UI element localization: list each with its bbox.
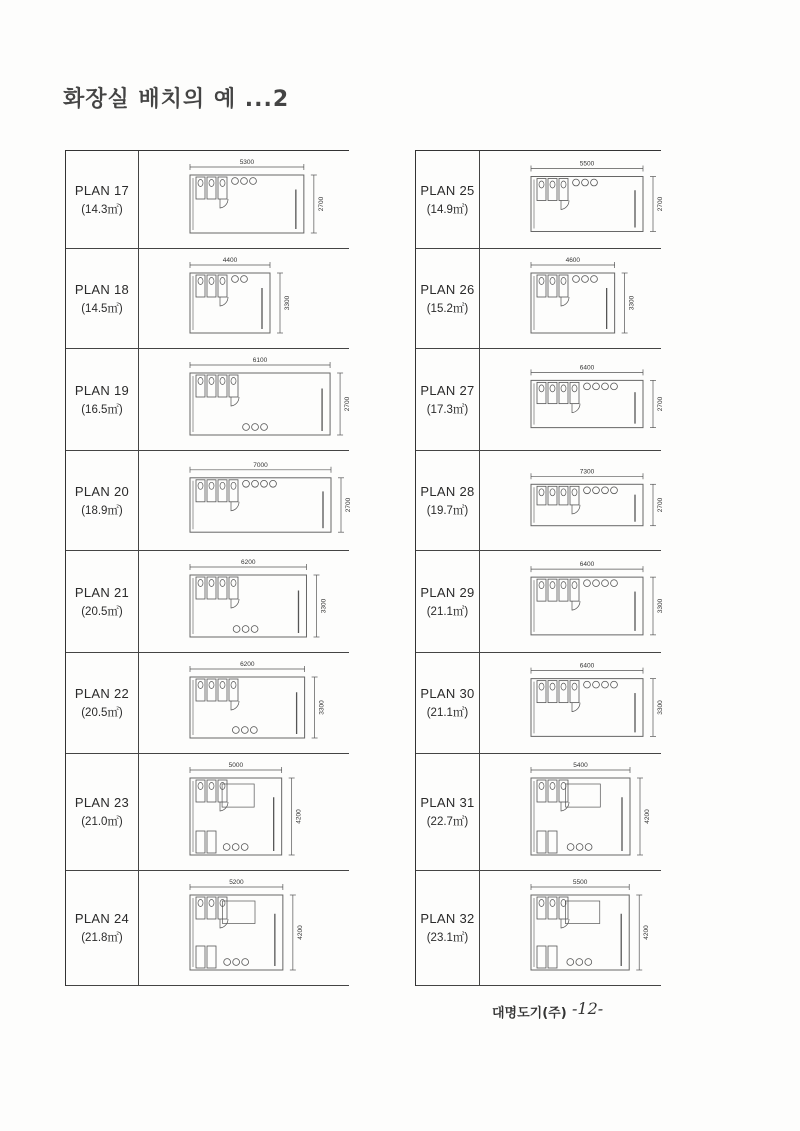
plan-row — [416, 754, 661, 871]
floor-plan-svg — [479, 451, 664, 551]
plan-label-cell — [416, 653, 480, 753]
plan-width-dimension: 7000 — [253, 461, 268, 469]
plan-area: (17.3㎡) — [426, 403, 469, 416]
plan-depth-dimension: 2700 — [344, 396, 352, 412]
footer-page-number: -12- — [572, 999, 604, 1018]
plan-width-dimension: 5300 — [239, 159, 255, 166]
plan-row — [416, 151, 664, 249]
floor-plan-svg — [479, 871, 661, 986]
plan-label-cell — [416, 349, 480, 450]
plan-width-dimension: 6200 — [241, 559, 256, 566]
floor-plan-svg — [479, 249, 661, 349]
plan-label-cell — [416, 151, 480, 248]
plan-name: PLAN 26 — [420, 281, 475, 297]
plan-width-dimension: 6400 — [579, 364, 595, 372]
plan-row — [66, 451, 352, 551]
footer-company: 대명도기(주) — [492, 1006, 567, 1021]
plan-name: PLAN 23 — [74, 795, 130, 810]
plan-floor-drawing — [479, 551, 664, 652]
plan-area: (16.5㎡) — [81, 403, 123, 416]
plan-name: PLAN 20 — [74, 483, 130, 499]
plan-width-dimension: 5500 — [572, 879, 588, 886]
plan-depth-dimension: 3300 — [657, 700, 664, 715]
plan-floor-drawing — [138, 754, 349, 870]
plan-area: (14.5㎡) — [81, 302, 123, 315]
plan-row — [66, 871, 349, 986]
plan-depth-dimension: 2700 — [317, 196, 325, 212]
plan-area: (22.7㎡) — [426, 816, 469, 828]
plan-label-cell — [416, 249, 480, 348]
plan-floor-drawing — [479, 151, 664, 248]
plan-area: (18.9㎡) — [81, 504, 123, 517]
plan-name: PLAN 25 — [420, 182, 475, 198]
plan-width-dimension: 4600 — [565, 257, 581, 264]
plan-floor-drawing — [138, 451, 352, 550]
floor-plan-svg — [138, 551, 349, 653]
plan-label-cell — [66, 349, 139, 450]
plan-floor-drawing — [479, 754, 661, 870]
plan-label-cell — [416, 451, 480, 550]
plan-area: (19.7㎡) — [426, 504, 469, 517]
plan-width-dimension: 6100 — [252, 357, 268, 364]
plan-floor-drawing — [479, 871, 661, 985]
plan-depth-dimension: 4200 — [643, 925, 651, 940]
floor-plan-svg — [138, 653, 349, 754]
plan-depth-dimension: 3300 — [320, 598, 328, 614]
plan-floor-drawing — [138, 249, 349, 348]
plan-table-right — [415, 150, 664, 986]
plan-area: (20.5㎡) — [81, 605, 123, 618]
plan-width-dimension: 4400 — [222, 257, 238, 264]
plan-row — [66, 653, 349, 754]
plan-floor-drawing — [138, 151, 349, 248]
plan-floor-drawing — [479, 451, 664, 550]
plan-row — [66, 754, 349, 871]
floor-plan-svg — [138, 451, 352, 551]
plan-width-dimension: 5500 — [579, 160, 595, 168]
plan-floor-drawing — [138, 871, 349, 985]
plan-area: (21.1㎡) — [426, 605, 469, 618]
plan-floor-drawing — [479, 653, 664, 753]
plan-row — [416, 451, 664, 551]
floor-plan-svg — [138, 871, 349, 986]
plan-row — [416, 871, 661, 986]
plan-area: (20.5㎡) — [81, 707, 123, 719]
plan-depth-dimension: 3300 — [657, 598, 664, 614]
plan-depth-dimension: 3300 — [628, 295, 636, 311]
plan-depth-dimension: 3300 — [318, 700, 326, 715]
plan-area: (21.0㎡) — [81, 816, 123, 828]
plan-row — [416, 551, 664, 653]
plan-table-left — [65, 150, 352, 986]
plan-label-cell — [66, 151, 139, 248]
plan-row — [66, 151, 349, 249]
plan-row — [66, 551, 349, 653]
plan-name: PLAN 27 — [420, 382, 475, 398]
plan-label-cell — [416, 551, 480, 652]
plan-name: PLAN 28 — [420, 483, 475, 499]
plan-name: PLAN 31 — [420, 795, 475, 810]
plan-name: PLAN 22 — [74, 686, 130, 701]
floor-plan-svg — [138, 754, 349, 871]
plan-floor-drawing — [479, 349, 664, 450]
plan-label-cell — [66, 451, 139, 550]
plan-name: PLAN 30 — [420, 686, 475, 701]
plan-depth-dimension: 2700 — [657, 497, 664, 513]
floor-plan-svg — [138, 349, 352, 451]
page-title: 화장실 배치의 예 ...2 — [63, 87, 290, 112]
plan-width-dimension: 6400 — [579, 662, 595, 670]
plan-area: (21.8㎡) — [81, 932, 123, 944]
plan-row — [66, 249, 349, 349]
floor-plan-svg — [138, 151, 349, 249]
plan-label-cell — [416, 871, 480, 985]
plan-depth-dimension: 2700 — [657, 196, 664, 212]
floor-plan-svg — [479, 653, 664, 754]
plan-label-cell — [66, 653, 139, 753]
plan-label-cell — [66, 249, 139, 348]
plan-area: (23.1㎡) — [426, 932, 469, 944]
plan-row — [416, 249, 661, 349]
plan-name: PLAN 19 — [74, 382, 130, 398]
floor-plan-svg — [138, 249, 349, 349]
plan-area: (15.2㎡) — [426, 302, 469, 315]
plan-floor-drawing — [479, 249, 661, 348]
plan-depth-dimension: 4200 — [296, 925, 304, 940]
plan-width-dimension: 7300 — [579, 468, 595, 476]
plan-name: PLAN 21 — [74, 584, 130, 600]
floor-plan-svg — [479, 349, 664, 451]
plan-floor-drawing — [138, 653, 349, 753]
plan-row — [416, 653, 664, 754]
plan-width-dimension: 5400 — [573, 762, 588, 769]
plan-label-cell — [66, 551, 139, 652]
plan-depth-dimension: 4200 — [295, 809, 303, 824]
plan-area: (14.3㎡) — [81, 203, 123, 216]
plan-label-cell — [66, 871, 139, 985]
plan-depth-dimension: 3300 — [284, 295, 291, 311]
plan-width-dimension: 5000 — [228, 762, 244, 769]
plan-area: (14.9㎡) — [426, 203, 469, 216]
floor-plan-svg — [479, 754, 661, 871]
plan-depth-dimension: 4200 — [644, 809, 651, 824]
plan-name: PLAN 29 — [420, 584, 475, 600]
plan-width-dimension: 5200 — [229, 879, 244, 886]
plan-name: PLAN 18 — [74, 281, 130, 297]
plan-area: (21.1㎡) — [426, 707, 469, 719]
plan-width-dimension: 6400 — [579, 561, 595, 569]
plan-floor-drawing — [138, 551, 349, 652]
plan-row — [416, 349, 664, 451]
plan-row — [66, 349, 352, 451]
plan-label-cell — [66, 754, 139, 870]
plan-depth-dimension: 2700 — [657, 396, 664, 412]
plan-name: PLAN 32 — [420, 911, 475, 926]
plan-width-dimension: 6200 — [240, 661, 255, 668]
plan-name: PLAN 24 — [74, 911, 130, 926]
floor-plan-svg — [479, 151, 664, 249]
plan-floor-drawing — [138, 349, 352, 450]
plan-depth-dimension: 2700 — [345, 497, 352, 513]
plan-label-cell — [416, 754, 480, 870]
plan-name: PLAN 17 — [74, 182, 130, 198]
floor-plan-svg — [479, 551, 664, 653]
